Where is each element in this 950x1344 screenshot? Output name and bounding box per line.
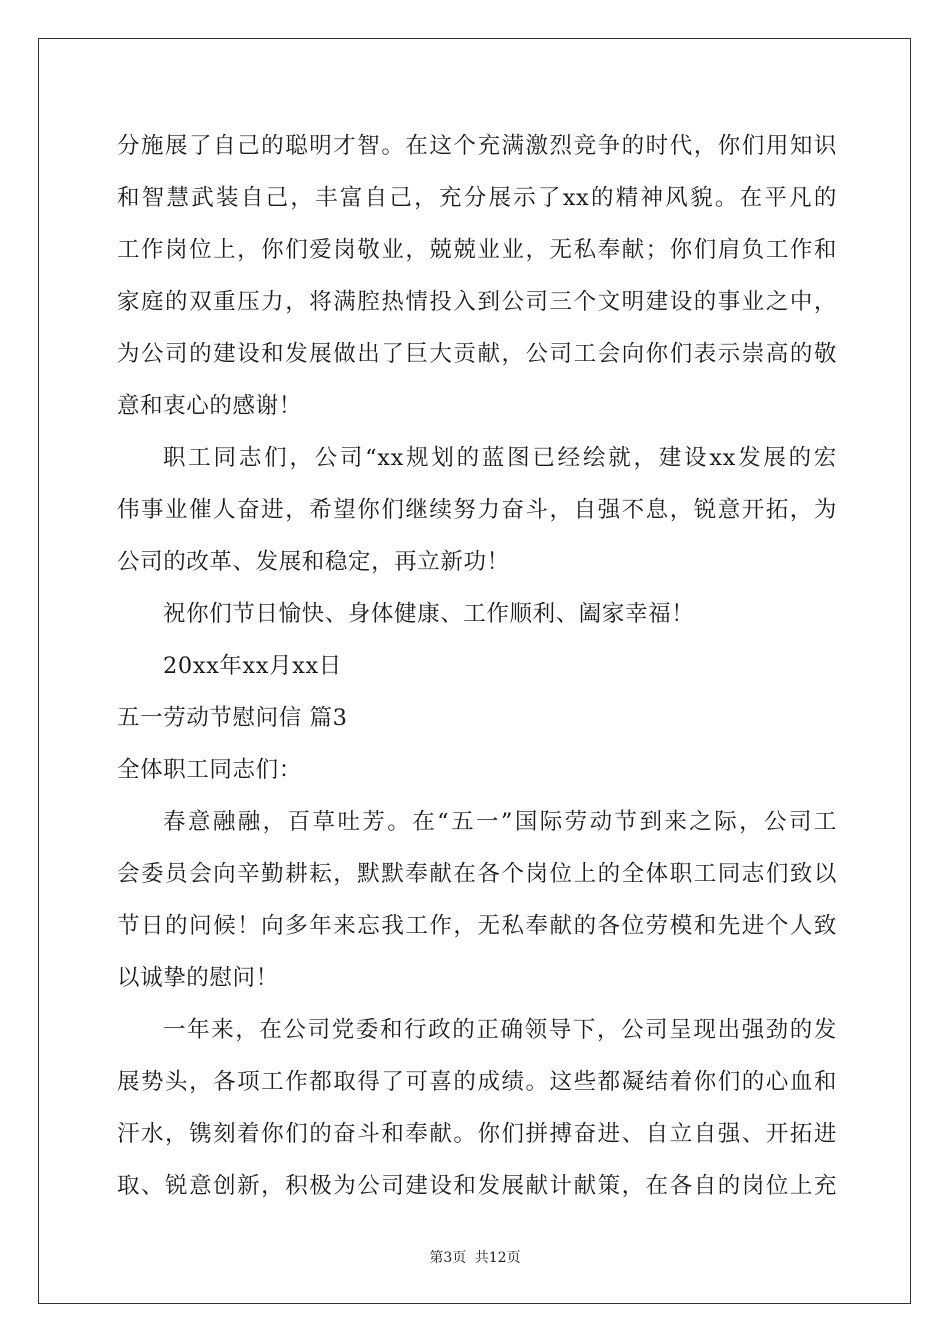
salutation: 全体职工同志们： bbox=[117, 757, 302, 783]
text-line: 分施展了自己的聪明才智。在这个充满激烈竞争的时代，你们用知识 bbox=[117, 133, 837, 159]
text-line: 为公司的建设和发展做出了巨大贡献，公司工会向你们表示崇高的敬 bbox=[117, 341, 837, 367]
text-line: 会委员会向辛勤耕耘，默默奉献在各个岗位上的全体职工同志们致以 bbox=[117, 861, 837, 887]
text-line: 展势头，各项工作都取得了可喜的成绩。这些都凝结着你们的心血和 bbox=[117, 1069, 837, 1095]
text-line: 公司的改革、发展和稳定，再立新功！ bbox=[117, 549, 510, 575]
date-line: 20xx年xx月xx日 bbox=[163, 653, 342, 679]
page-total: 共12页 bbox=[474, 1250, 521, 1266]
paragraph-first-line: 祝你们节日愉快、身体健康、工作顺利、阖家幸福！ bbox=[163, 601, 695, 627]
page-number: 第3页 bbox=[429, 1250, 467, 1266]
page-footer bbox=[0, 1248, 950, 1268]
text-line: 汗水，镌刻着你们的奋斗和奉献。你们拼搏奋进、自立自强、开拓进 bbox=[117, 1121, 837, 1147]
text-line: 和智慧武装自己，丰富自己，充分展示了xx的精神风貌。在平凡的 bbox=[117, 185, 837, 211]
text-line: 取、锐意创新，积极为公司建设和发展献计献策，在各自的岗位上充 bbox=[117, 1173, 837, 1199]
paragraph-first-line: 春意融融，百草吐芳。在“五一”国际劳动节到来之际，公司工 bbox=[163, 809, 837, 835]
paragraph-first-line: 职工同志们，公司“xx规划的蓝图已经绘就，建设xx发展的宏 bbox=[163, 445, 837, 471]
paragraph-first-line: 一年来，在公司党委和行政的正确领导下，公司呈现出强劲的发 bbox=[163, 1017, 837, 1043]
text-line: 以诚挚的慰问！ bbox=[117, 965, 279, 991]
text-line: 伟事业催人奋进，希望你们继续努力奋斗，自强不息，锐意开拓，为 bbox=[117, 497, 837, 523]
section-title: 五一劳动节慰问信 篇3 bbox=[117, 705, 348, 731]
text-line: 工作岗位上，你们爱岗敬业，兢兢业业，无私奉献；你们肩负工作和 bbox=[117, 237, 837, 263]
text-line: 家庭的双重压力，将满腔热情投入到公司三个文明建设的事业之中， bbox=[117, 289, 837, 315]
text-line: 意和衷心的感谢！ bbox=[117, 393, 302, 419]
text-line: 节日的问候！向多年来忘我工作，无私奉献的各位劳模和先进个人致 bbox=[117, 913, 837, 939]
